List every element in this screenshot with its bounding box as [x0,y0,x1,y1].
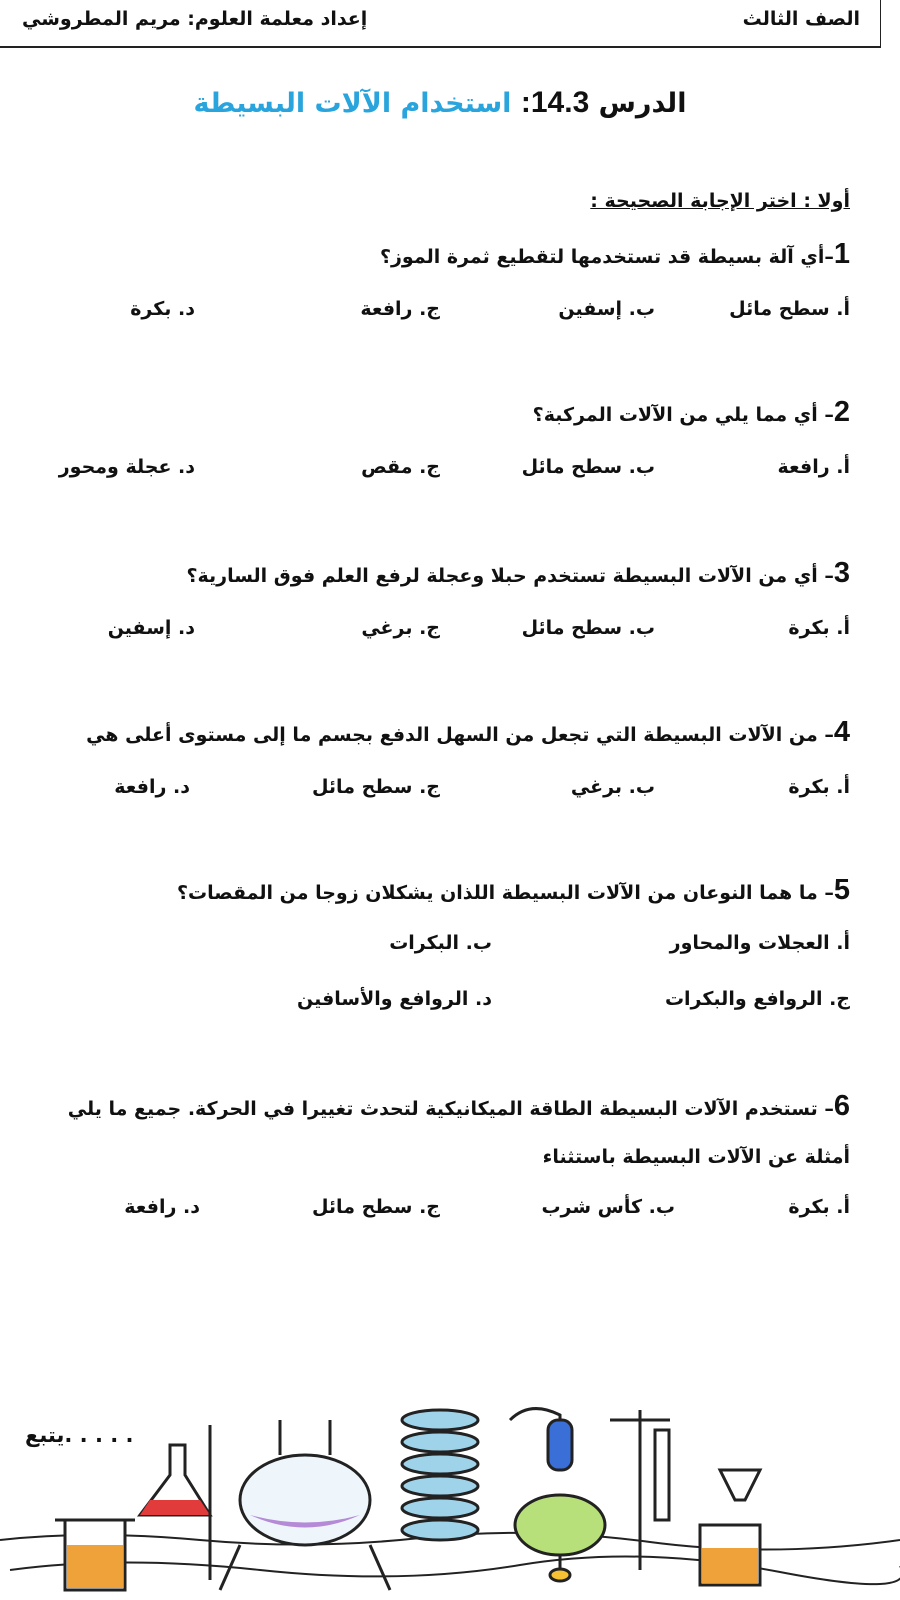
question-number: 3 [833,557,850,589]
q3-option-b[interactable]: ب. سطح مائل [521,617,655,639]
q6-option-c[interactable]: ج. سطح مائل [311,1196,440,1218]
q1-option-b[interactable]: ب. إسفين [558,298,655,320]
lesson-title [0,86,880,120]
q3-option-a[interactable]: أ. بكرة [788,617,850,639]
q5-option-c[interactable]: ج. الروافع والبكرات [664,988,850,1010]
question-3 [186,557,850,590]
q2-option-b[interactable]: ب. سطح مائل [521,456,655,478]
continue-label: يتبع. . . . . [25,1423,134,1447]
q3-option-c[interactable]: ج. برغي [361,617,440,639]
q5-option-d[interactable]: د. الروافع والأسافين [297,988,492,1010]
page-header [0,0,881,48]
question-1 [380,238,850,271]
q1-option-c[interactable]: ج. رافعة [360,298,440,320]
q1-option-d[interactable]: د. بكرة [130,298,195,320]
question-text: – من الآلات البسيطة التي تجعل من السهل الدفع بجسم ما إلى مستوى أعلى هي [86,724,834,746]
q4-option-b[interactable]: ب. برغي [570,776,655,798]
q1-option-a[interactable]: أ. سطح مائل [729,298,850,320]
question-text: –أي آلة بسيطة قد تستخدمها لتقطيع ثمرة الموز؟ [379,246,834,268]
question-text: – أي من الآلات البسيطة تستخدم حبلا وعجلة لرفع العلم فوق السارية؟ [186,565,834,587]
q3-option-d[interactable]: د. إسفين [107,617,195,639]
q2-option-d[interactable]: د. عجلة ومحور [58,456,195,478]
q6-option-a[interactable]: أ. بكرة [788,1196,850,1218]
q4-option-c[interactable]: ج. سطح مائل [311,776,440,798]
lesson-prefix: الدرس [598,88,687,119]
question-number: 4 [833,716,850,748]
q6-option-d[interactable]: د. رافعة [124,1196,200,1218]
question-text: – أي مما يلي من الآلات المركبة؟ [532,404,834,426]
q2-option-c[interactable]: ج. مقص [361,456,440,478]
q5-option-a[interactable]: أ. العجلات والمحاور [669,932,850,954]
q4-option-a[interactable]: أ. بكرة [788,776,850,798]
q4-option-d[interactable]: د. رافعة [114,776,190,798]
question-number: 1 [833,238,850,270]
question-text: – تستخدم الآلات البسيطة الطاقة الميكانيكية لتحدث تغييرا في الحركة. جميع ما يلي أمثلة عن الآلات البسيطة باستثناء [67,1098,850,1168]
lesson-number: 14.3: [520,86,590,119]
question-text: – ما هما النوعان من الآلات البسيطة اللذان يشكلان زوجا من المقصات؟ [176,882,834,904]
lab-equipment-illustration [0,1380,900,1600]
question-number: 2 [833,396,850,428]
question-number: 5 [833,874,850,906]
question-4 [86,716,850,749]
q5-option-b[interactable]: ب. البكرات [389,932,492,954]
q2-option-a[interactable]: أ. رافعة [777,456,850,478]
question-2 [533,396,850,429]
question-5 [177,874,850,907]
question-number: 6 [833,1090,850,1122]
question-6 [40,1082,850,1181]
section-heading: أولا : اختر الإجابة الصحيحة : [590,190,850,212]
teacher-credit: إعداد معلمة العلوم: مريم المطروشي [22,8,368,30]
q6-option-b[interactable]: ب. كأس شرب [541,1196,675,1218]
grade-label: الصف الثالث [742,8,860,30]
lesson-name: استخدام الآلات البسيطة [193,88,512,119]
